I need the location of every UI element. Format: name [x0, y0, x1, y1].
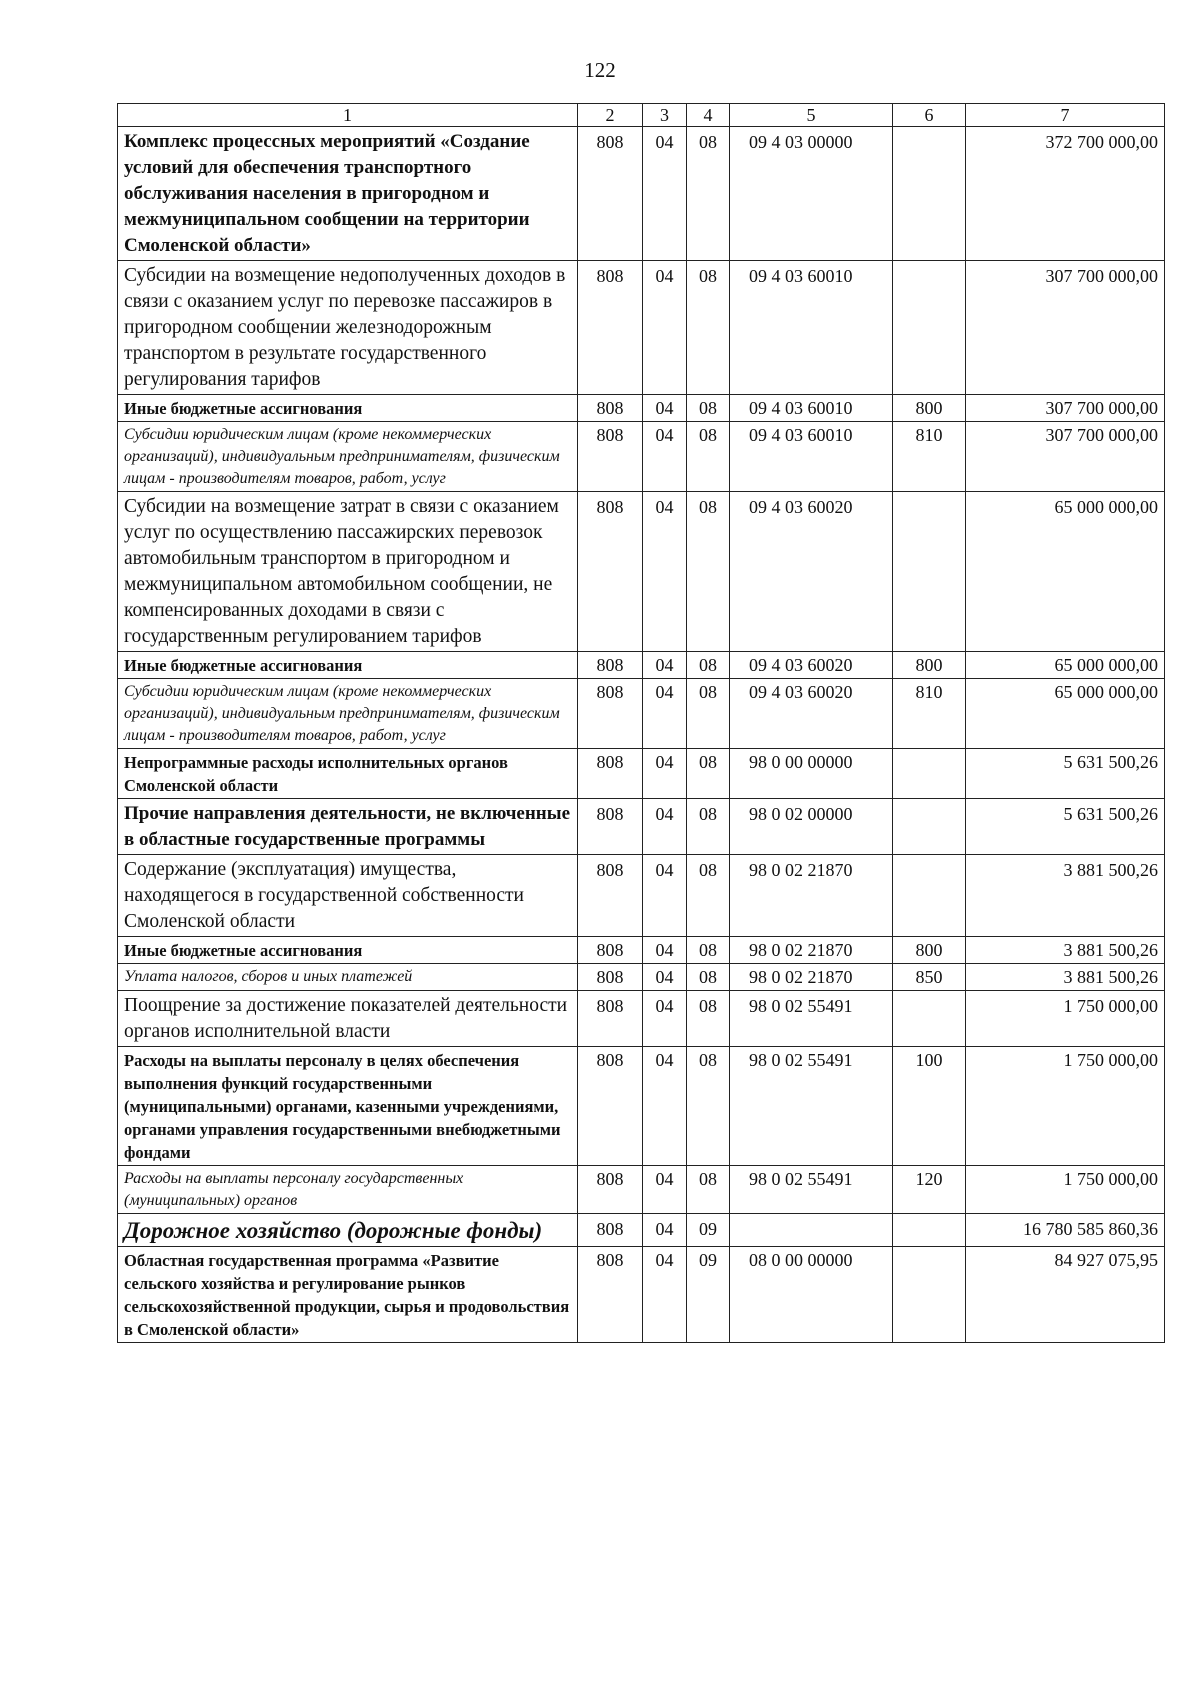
row-expense-type: 810	[893, 422, 966, 492]
column-header: 7	[966, 104, 1165, 127]
row-target-article: 09 4 03 60010	[730, 395, 893, 422]
row-name: Расходы на выплаты персоналу в целях обеспечения выполнения функций государственными (муниципальными) органами, казенными учреждениями, органами управления государственными внебюджетными фондами	[118, 1047, 578, 1166]
row-expense-type: 100	[893, 1047, 966, 1166]
row-subsection-code: 09	[687, 1214, 730, 1247]
row-target-article: 09 4 03 00000	[730, 127, 893, 261]
row-admin-code: 808	[578, 991, 643, 1047]
table-row	[118, 937, 1165, 964]
row-section-code: 04	[643, 799, 687, 855]
row-subsection-code: 08	[687, 652, 730, 679]
column-header: 3	[643, 104, 687, 127]
row-target-article: 98 0 02 21870	[730, 855, 893, 937]
table-row	[118, 964, 1165, 991]
row-amount: 65 000 000,00	[966, 652, 1165, 679]
row-section-code: 04	[643, 1247, 687, 1343]
row-subsection-code: 08	[687, 749, 730, 799]
row-subsection-code: 08	[687, 492, 730, 652]
row-target-article: 09 4 03 60020	[730, 679, 893, 749]
row-subsection-code: 08	[687, 127, 730, 261]
row-section-code: 04	[643, 261, 687, 395]
row-section-code: 04	[643, 492, 687, 652]
row-amount: 1 750 000,00	[966, 991, 1165, 1047]
row-admin-code: 808	[578, 1247, 643, 1343]
row-target-article: 09 4 03 60020	[730, 652, 893, 679]
table-row	[118, 261, 1165, 395]
row-expense-type	[893, 492, 966, 652]
row-section-code: 04	[643, 679, 687, 749]
row-target-article: 98 0 02 21870	[730, 964, 893, 991]
row-target-article: 98 0 02 21870	[730, 937, 893, 964]
row-section-code: 04	[643, 964, 687, 991]
row-expense-type: 120	[893, 1166, 966, 1214]
row-admin-code: 808	[578, 1214, 643, 1247]
row-section-code: 04	[643, 1047, 687, 1166]
table-row	[118, 395, 1165, 422]
table-row	[118, 991, 1165, 1047]
row-expense-type	[893, 261, 966, 395]
row-amount: 1 750 000,00	[966, 1047, 1165, 1166]
row-amount: 307 700 000,00	[966, 422, 1165, 492]
table-row	[118, 799, 1165, 855]
row-admin-code: 808	[578, 1166, 643, 1214]
column-header: 1	[118, 104, 578, 127]
row-amount: 307 700 000,00	[966, 395, 1165, 422]
row-subsection-code: 08	[687, 937, 730, 964]
row-target-article: 98 0 02 55491	[730, 1166, 893, 1214]
row-section-code: 04	[643, 855, 687, 937]
row-expense-type	[893, 799, 966, 855]
row-subsection-code: 08	[687, 855, 730, 937]
row-target-article	[730, 1214, 893, 1247]
row-name: Прочие направления деятельности, не включенные в областные государственные программы	[118, 799, 578, 855]
row-amount: 307 700 000,00	[966, 261, 1165, 395]
row-admin-code: 808	[578, 127, 643, 261]
row-name: Комплекс процессных мероприятий «Создание условий для обеспечения транспортного обслуживания населения в пригородном и межмуниципальном сообщении на территории Смоленской области»	[118, 127, 578, 261]
row-target-article: 09 4 03 60010	[730, 422, 893, 492]
table-header-row	[118, 104, 1165, 127]
row-section-code: 04	[643, 991, 687, 1047]
table-row	[118, 652, 1165, 679]
row-target-article: 09 4 03 60010	[730, 261, 893, 395]
row-subsection-code: 08	[687, 799, 730, 855]
row-admin-code: 808	[578, 422, 643, 492]
row-expense-type	[893, 1247, 966, 1343]
column-header: 2	[578, 104, 643, 127]
row-admin-code: 808	[578, 679, 643, 749]
row-expense-type	[893, 1214, 966, 1247]
row-name: Субсидии на возмещение недополученных доходов в связи с оказанием услуг по перевозке пассажиров в пригородном сообщении железнодорожным транспортом в результате государственного регулирования тарифов	[118, 261, 578, 395]
row-section-code: 04	[643, 1166, 687, 1214]
row-amount: 3 881 500,26	[966, 937, 1165, 964]
row-subsection-code: 09	[687, 1247, 730, 1343]
row-name: Поощрение за достижение показателей деятельности органов исполнительной власти	[118, 991, 578, 1047]
row-name: Уплата налогов, сборов и иных платежей	[118, 964, 578, 991]
table-row	[118, 1214, 1165, 1247]
row-name: Областная государственная программа «Развитие сельского хозяйства и регулирование рынков сельскохозяйственной продукции, сырья и продовольствия в Смоленской области»	[118, 1247, 578, 1343]
row-amount: 65 000 000,00	[966, 679, 1165, 749]
row-admin-code: 808	[578, 855, 643, 937]
row-name: Иные бюджетные ассигнования	[118, 395, 578, 422]
row-section-code: 04	[643, 127, 687, 261]
row-amount: 5 631 500,26	[966, 749, 1165, 799]
table-row	[118, 855, 1165, 937]
row-section-code: 04	[643, 1214, 687, 1247]
page-number: 122	[584, 58, 616, 82]
row-expense-type	[893, 127, 966, 261]
row-admin-code: 808	[578, 964, 643, 991]
row-admin-code: 808	[578, 749, 643, 799]
row-subsection-code: 08	[687, 261, 730, 395]
row-expense-type: 810	[893, 679, 966, 749]
row-amount: 3 881 500,26	[966, 964, 1165, 991]
row-admin-code: 808	[578, 652, 643, 679]
row-name: Расходы на выплаты персоналу государственных (муниципальных) органов	[118, 1166, 578, 1214]
row-name: Субсидии на возмещение затрат в связи с оказанием услуг по осуществлению пассажирских перевозок автомобильным транспортом в пригородном и межмуниципальном автомобильном сообщении, не компенсированных доходами в связи с государственным регулированием тарифов	[118, 492, 578, 652]
row-target-article: 98 0 02 55491	[730, 1047, 893, 1166]
row-name: Субсидии юридическим лицам (кроме некоммерческих организаций), индивидуальным предпринимателям, физическим лицам - производителям товаров, работ, услуг	[118, 679, 578, 749]
row-target-article: 98 0 00 00000	[730, 749, 893, 799]
row-target-article: 08 0 00 00000	[730, 1247, 893, 1343]
table-row	[118, 492, 1165, 652]
row-subsection-code: 08	[687, 1166, 730, 1214]
row-admin-code: 808	[578, 261, 643, 395]
row-name: Иные бюджетные ассигнования	[118, 937, 578, 964]
table-row	[118, 1247, 1165, 1343]
table-row	[118, 127, 1165, 261]
row-name: Субсидии юридическим лицам (кроме некоммерческих организаций), индивидуальным предпринимателям, физическим лицам - производителям товаров, работ, услуг	[118, 422, 578, 492]
row-expense-type	[893, 855, 966, 937]
row-amount: 84 927 075,95	[966, 1247, 1165, 1343]
table-row	[118, 1047, 1165, 1166]
row-amount: 5 631 500,26	[966, 799, 1165, 855]
row-subsection-code: 08	[687, 964, 730, 991]
row-expense-type	[893, 991, 966, 1047]
row-amount: 1 750 000,00	[966, 1166, 1165, 1214]
table-row	[118, 422, 1165, 492]
row-amount: 3 881 500,26	[966, 855, 1165, 937]
column-header: 4	[687, 104, 730, 127]
row-expense-type: 800	[893, 652, 966, 679]
row-section-code: 04	[643, 652, 687, 679]
row-name: Содержание (эксплуатация) имущества, находящегося в государственной собственности Смоленской области	[118, 855, 578, 937]
row-expense-type: 800	[893, 395, 966, 422]
row-admin-code: 808	[578, 395, 643, 422]
row-subsection-code: 08	[687, 679, 730, 749]
row-admin-code: 808	[578, 799, 643, 855]
row-expense-type: 850	[893, 964, 966, 991]
column-header: 5	[730, 104, 893, 127]
row-subsection-code: 08	[687, 395, 730, 422]
row-admin-code: 808	[578, 1047, 643, 1166]
table-row	[118, 679, 1165, 749]
row-target-article: 98 0 02 55491	[730, 991, 893, 1047]
table-row	[118, 1166, 1165, 1214]
row-admin-code: 808	[578, 492, 643, 652]
row-section-code: 04	[643, 395, 687, 422]
row-amount: 372 700 000,00	[966, 127, 1165, 261]
row-name: Непрограммные расходы исполнительных органов Смоленской области	[118, 749, 578, 799]
row-expense-type	[893, 749, 966, 799]
row-amount: 16 780 585 860,36	[966, 1214, 1165, 1247]
budget-table	[117, 103, 1165, 1343]
row-section-code: 04	[643, 422, 687, 492]
row-subsection-code: 08	[687, 422, 730, 492]
row-name: Дорожное хозяйство (дорожные фонды)	[118, 1214, 578, 1247]
row-target-article: 98 0 02 00000	[730, 799, 893, 855]
row-section-code: 04	[643, 749, 687, 799]
row-subsection-code: 08	[687, 991, 730, 1047]
row-expense-type: 800	[893, 937, 966, 964]
column-header: 6	[893, 104, 966, 127]
table-row	[118, 749, 1165, 799]
row-target-article: 09 4 03 60020	[730, 492, 893, 652]
row-amount: 65 000 000,00	[966, 492, 1165, 652]
row-admin-code: 808	[578, 937, 643, 964]
row-subsection-code: 08	[687, 1047, 730, 1166]
row-name: Иные бюджетные ассигнования	[118, 652, 578, 679]
row-section-code: 04	[643, 937, 687, 964]
